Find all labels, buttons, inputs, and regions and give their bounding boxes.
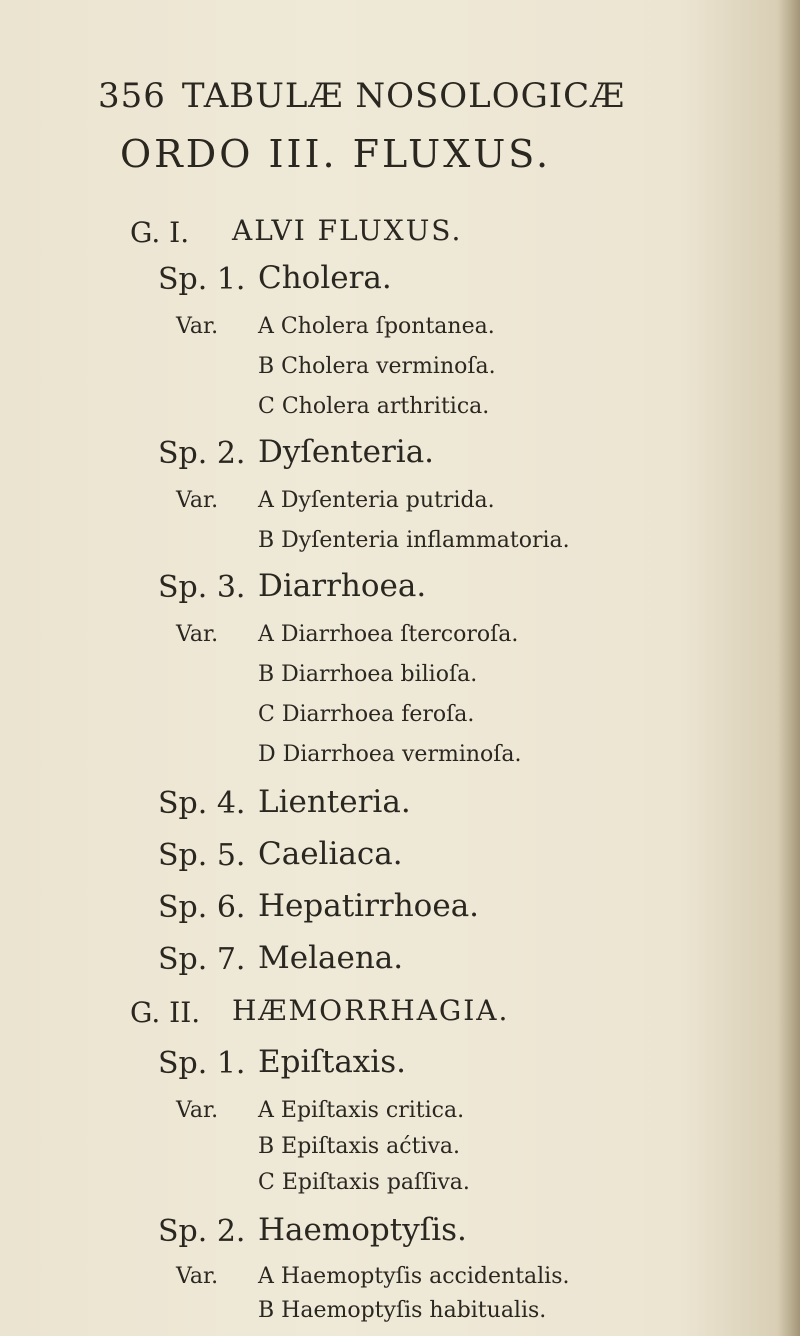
species-label: Sp. 6. [158,890,246,925]
genus-title: ALVI FLUXUS. [232,214,463,247]
variety-item: A Dyſenteria putrida. [258,488,495,513]
species-name: Epiſtaxis. [258,1044,406,1080]
species-name: Haemoptyſis. [258,1212,467,1248]
genus-label: G. II. [130,996,201,1029]
variety-item: B Haemoptyſis habitualis. [258,1298,547,1323]
variety-item: A Haemoptyſis accidentalis. [258,1264,570,1289]
variety-item: B Diarrhoea bilioſa. [258,662,478,687]
variety-item: C Cholera arthritica. [258,394,490,419]
genus-label: G. I. [130,216,190,249]
species-name: Cholera. [258,260,392,296]
variety-label: Var. [176,314,219,339]
species-label: Sp. 7. [158,942,246,977]
species-name: Lienteria. [258,784,411,820]
species-label: Sp. 2. [158,1214,246,1249]
variety-item: C Epiſtaxis paſſiva. [258,1170,470,1195]
variety-item: C Diarrhoea feroſa. [258,702,475,727]
variety-item: B Cholera verminoſa. [258,354,496,379]
variety-item: D Diarrhoea verminoſa. [258,742,522,767]
species-name: Hepatirrhoea. [258,888,480,924]
variety-item: A Epiſtaxis critica. [258,1098,465,1123]
variety-item: A Diarrhoea ſtercoroſa. [258,622,519,647]
species-label: Sp. 1. [158,262,246,297]
genus-title: HÆMORRHAGIA. [232,994,510,1027]
species-label: Sp. 3. [158,570,246,605]
ordo-heading: ORDO III. FLUXUS. [120,132,552,176]
species-name: Melaena. [258,940,404,976]
page-edge-shadow [778,0,800,1336]
variety-item: A Cholera ſpontanea. [258,314,495,339]
species-name: Caeliaca. [258,836,403,872]
variety-label: Var. [176,488,219,513]
species-label: Sp. 2. [158,436,246,471]
species-label: Sp. 1. [158,1046,246,1081]
variety-item: B Dyſenteria inflammatoria. [258,528,570,553]
species-label: Sp. 5. [158,838,246,873]
species-name: Diarrhoea. [258,568,427,604]
page-number: 356 [98,76,166,116]
variety-label: Var. [176,1264,219,1289]
running-header [98,76,625,116]
variety-label: Var. [176,1098,219,1123]
running-title: TABULÆ NOSOLOGICÆ [181,76,626,116]
species-label: Sp. 4. [158,786,246,821]
variety-label: Var. [176,622,219,647]
variety-item: B Epiſtaxis aćtiva. [258,1134,461,1159]
species-name: Dyſenteria. [258,434,435,470]
